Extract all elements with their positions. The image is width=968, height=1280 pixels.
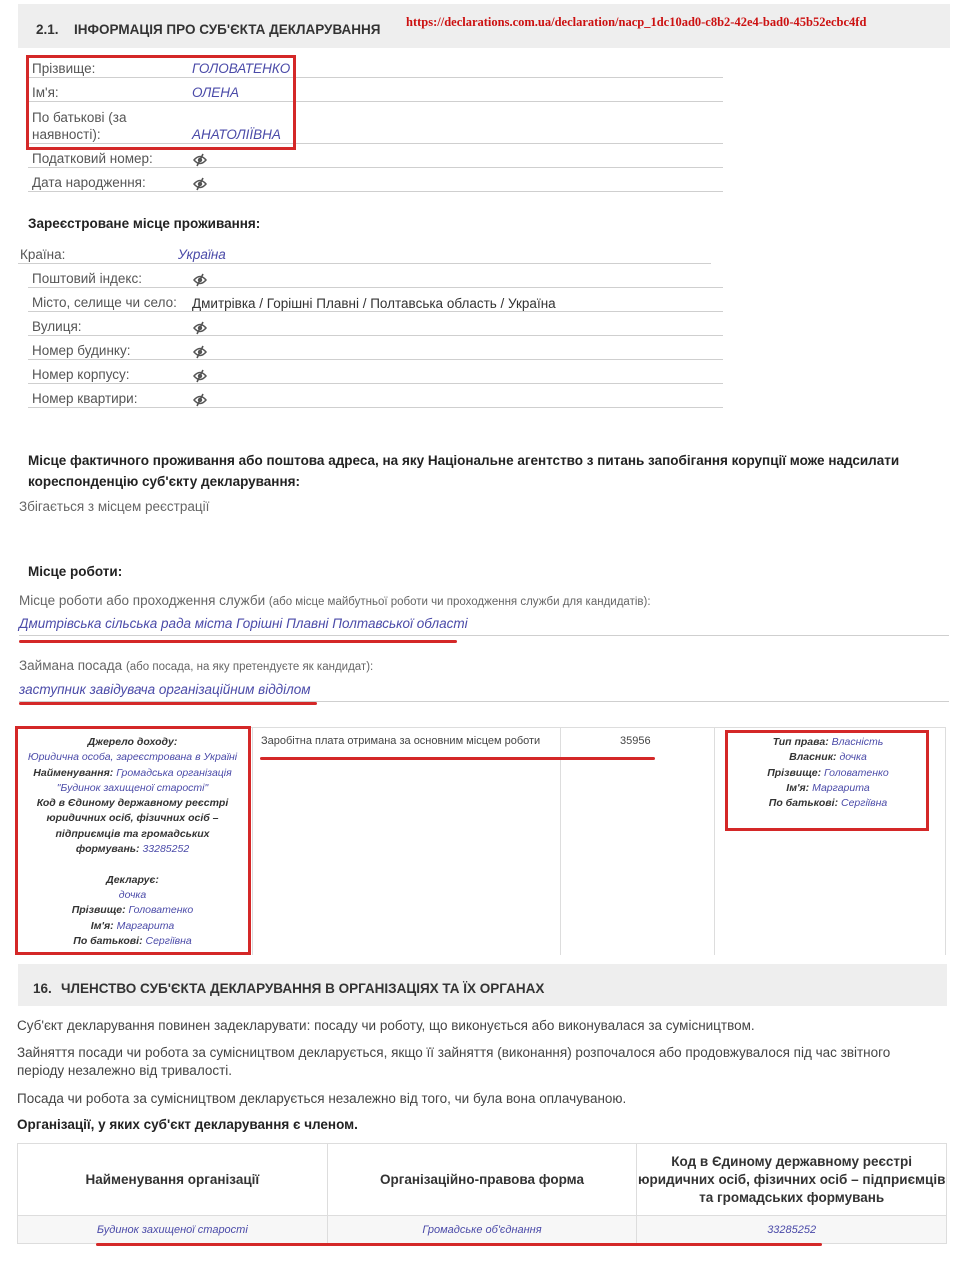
tax-number-label: Податковий номер: <box>32 151 153 166</box>
hidden-eye-icon <box>192 273 208 287</box>
position-label-main: Займана посада <box>19 658 123 673</box>
income-name-value-1: Громадська організація <box>116 766 232 779</box>
owner-patr-value: Сергіївна <box>841 797 888 810</box>
work-place-value: Дмитрівська сільська рада міста Горішні Плавні Полтавської області <box>19 616 468 631</box>
col-org-code <box>637 1144 947 1216</box>
hidden-eye-icon <box>192 177 208 191</box>
section16-paragraph-3: Посада чи робота за сумісництвом декларується незалежно від того, чи була вона оплачуваною. <box>17 1091 627 1106</box>
apartment-label: Номер квартири: <box>32 391 138 406</box>
section-header-16 <box>18 964 947 1006</box>
highlight-box-name <box>26 55 296 150</box>
owner-surname-label: Прізвище: <box>767 766 822 779</box>
street-row <box>28 312 723 336</box>
section16-paragraph-2 <box>17 1044 890 1080</box>
house-label: Номер будинку: <box>32 343 131 358</box>
owner-label: Власник: <box>789 751 837 764</box>
org-form-cell: Громадське об'єднання <box>327 1216 637 1244</box>
section-title: ЧЛЕНСТВО СУБ'ЄКТА ДЕКЛАРУВАННЯ В ОРГАНІЗАЦІЯХ ТА ЇХ ОРГАНАХ <box>61 981 545 996</box>
work-heading: Місце роботи: <box>28 564 123 579</box>
surname-value: ГОЛОВАТЕНКО <box>192 61 291 76</box>
income-col-divider <box>560 727 561 955</box>
income-col-divider <box>714 727 715 955</box>
underline-org-row <box>96 1243 822 1246</box>
country-label: Країна: <box>20 247 66 262</box>
patronymic-label-line2: наявності): <box>32 127 101 142</box>
col-org-form: Організаційно-правова форма <box>327 1144 637 1216</box>
income-source-type: Юридична особа, зареєстрована в Україні <box>27 751 238 764</box>
owner-first-label: Ім'я: <box>786 781 810 794</box>
work-place-label-hint: (або місце майбутньої роботи чи проходження служби для кандидатів): <box>268 596 651 608</box>
income-amount: 35956 <box>620 735 651 747</box>
country-row <box>18 240 711 264</box>
position-label <box>19 658 373 673</box>
patronymic-label-line1: По батькові (за <box>32 110 127 125</box>
underline-income <box>260 757 655 760</box>
name-value: ОЛЕНА <box>192 85 240 100</box>
section-number: 16. <box>33 981 52 996</box>
highlight-box-owner <box>725 730 929 831</box>
income-name-label: Найменування: <box>33 766 114 779</box>
owner-surname-value: Головатенко <box>824 766 889 779</box>
section16-paragraph-2-line1: Зайняття посади чи робота за сумісництвом декларується, якщо її зайняття (виконання) розпочалося або продовжувалося під час звітного <box>17 1045 891 1060</box>
work-place-divider <box>19 635 949 636</box>
org-code-cell: 33285252 <box>637 1216 947 1244</box>
underline-work-place <box>19 640 457 643</box>
underline-position <box>19 702 317 705</box>
postal-label: Поштовий індекс: <box>32 271 142 286</box>
org-name-cell: Будинок захищеної старості <box>18 1216 328 1244</box>
hidden-eye-icon <box>192 393 208 407</box>
income-surname-label: Прізвище: <box>71 904 126 917</box>
city-label: Місто, селище чи село: <box>32 295 177 310</box>
orgs-heading: Організації, у яких суб'єкт декларування є членом. <box>17 1117 358 1132</box>
actual-heading-line1: Місце фактичного проживання або поштова адреса, на яку Національне агентство з питань запобігання корупції може надсилати <box>28 453 900 468</box>
section16-paragraph-2-line2: періоду незалежно від тривалості. <box>17 1063 233 1078</box>
work-place-label <box>19 593 651 608</box>
birth-date-label: Дата народження: <box>32 175 146 190</box>
actual-address-value: Збігається з місцем реєстрації <box>19 499 210 514</box>
income-col-divider <box>945 727 946 955</box>
registered-address-heading: Зареєстроване місце проживання: <box>28 216 261 231</box>
postal-row <box>28 264 723 288</box>
actual-heading-line2: кореспонденцію суб'єкту декларування: <box>28 474 300 489</box>
city-row <box>28 288 723 312</box>
building-row <box>28 360 723 384</box>
street-label: Вулиця: <box>32 319 82 334</box>
owner-patr-label: По батькові: <box>768 797 839 810</box>
building-label: Номер корпусу: <box>32 367 130 382</box>
income-code-label-2: юридичних осіб, фізичних осіб – <box>46 812 219 825</box>
owner-first-value: Маргарита <box>812 781 870 794</box>
apartment-row <box>28 384 723 408</box>
col-org-code-line2: юридичних осіб, фізичних осіб – підприємців <box>637 1171 946 1187</box>
actual-address-heading <box>28 450 948 492</box>
income-name-value-2: "Будинок захищеної старості" <box>56 781 209 794</box>
col-org-name: Найменування організації <box>18 1144 328 1216</box>
income-patr-label: По батькові: <box>73 934 143 947</box>
col-org-code-line1: Код в Єдиному державному реєстрі <box>671 1153 913 1169</box>
work-place-label-main: Місце роботи або проходження служби <box>19 593 266 608</box>
position-label-hint: (або посада, на яку претендуєте як кандидат): <box>125 661 374 673</box>
section-header-2-1 <box>18 4 950 48</box>
income-col-divider <box>252 727 253 955</box>
income-code-label-3: підприємців та громадських <box>55 827 210 840</box>
income-code-value: 33285252 <box>142 843 190 856</box>
income-declarant-label: Декларує: <box>106 873 159 886</box>
table-row <box>18 1216 947 1244</box>
source-url: https://declarations.com.ua/declaration/nacp_1dc10ad0-c8b2-42e4-bad0-45b52ecbc4fd <box>406 15 867 29</box>
highlight-box-income-source <box>15 726 251 955</box>
income-first-label: Ім'я: <box>90 919 114 932</box>
col-org-code-line3: та громадських формувань <box>699 1189 885 1205</box>
income-patr-value: Сергіївна <box>145 934 192 947</box>
section-title: ІНФОРМАЦІЯ ПРО СУБ'ЄКТА ДЕКЛАРУВАННЯ <box>74 22 381 37</box>
name-label: Ім'я: <box>32 85 59 100</box>
orgs-table <box>17 1143 947 1244</box>
income-declarant-value: дочка <box>118 888 147 901</box>
income-surname-value: Головатенко <box>128 904 194 917</box>
owner-right-label: Тип права: <box>772 736 829 748</box>
income-code-label-1: Код в Єдиному державному реєстрі <box>36 797 229 810</box>
income-code-label-4: формувань: <box>75 843 140 856</box>
country-value: Україна <box>178 247 226 262</box>
income-source-label: Джерело доходу: <box>87 736 178 748</box>
owner-right-value: Власність <box>831 736 884 748</box>
orgs-table-header <box>18 1144 947 1216</box>
hidden-eye-icon <box>192 369 208 383</box>
birth-date-row <box>28 168 723 192</box>
section-number: 2.1. <box>36 22 59 37</box>
surname-label: Прізвище: <box>32 61 96 76</box>
position-value: заступник завідувача організаційним відділом <box>19 682 311 697</box>
hidden-eye-icon <box>192 321 208 335</box>
owner-value: дочка <box>839 751 867 764</box>
patronymic-value: АНАТОЛІЇВНА <box>192 127 281 142</box>
house-row <box>28 336 723 360</box>
section16-paragraph-1: Суб'єкт декларування повинен задекларувати: посаду чи роботу, що виконується або виконувалася за сумісництвом. <box>17 1018 755 1033</box>
income-type: Заробітна плата отримана за основним місцем роботи <box>261 735 541 747</box>
hidden-eye-icon <box>192 345 208 359</box>
city-value: Дмитрівка / Горішні Плавні / Полтавська область / Україна <box>192 296 556 311</box>
income-first-value: Маргарита <box>116 919 175 932</box>
hidden-eye-icon <box>192 153 208 167</box>
